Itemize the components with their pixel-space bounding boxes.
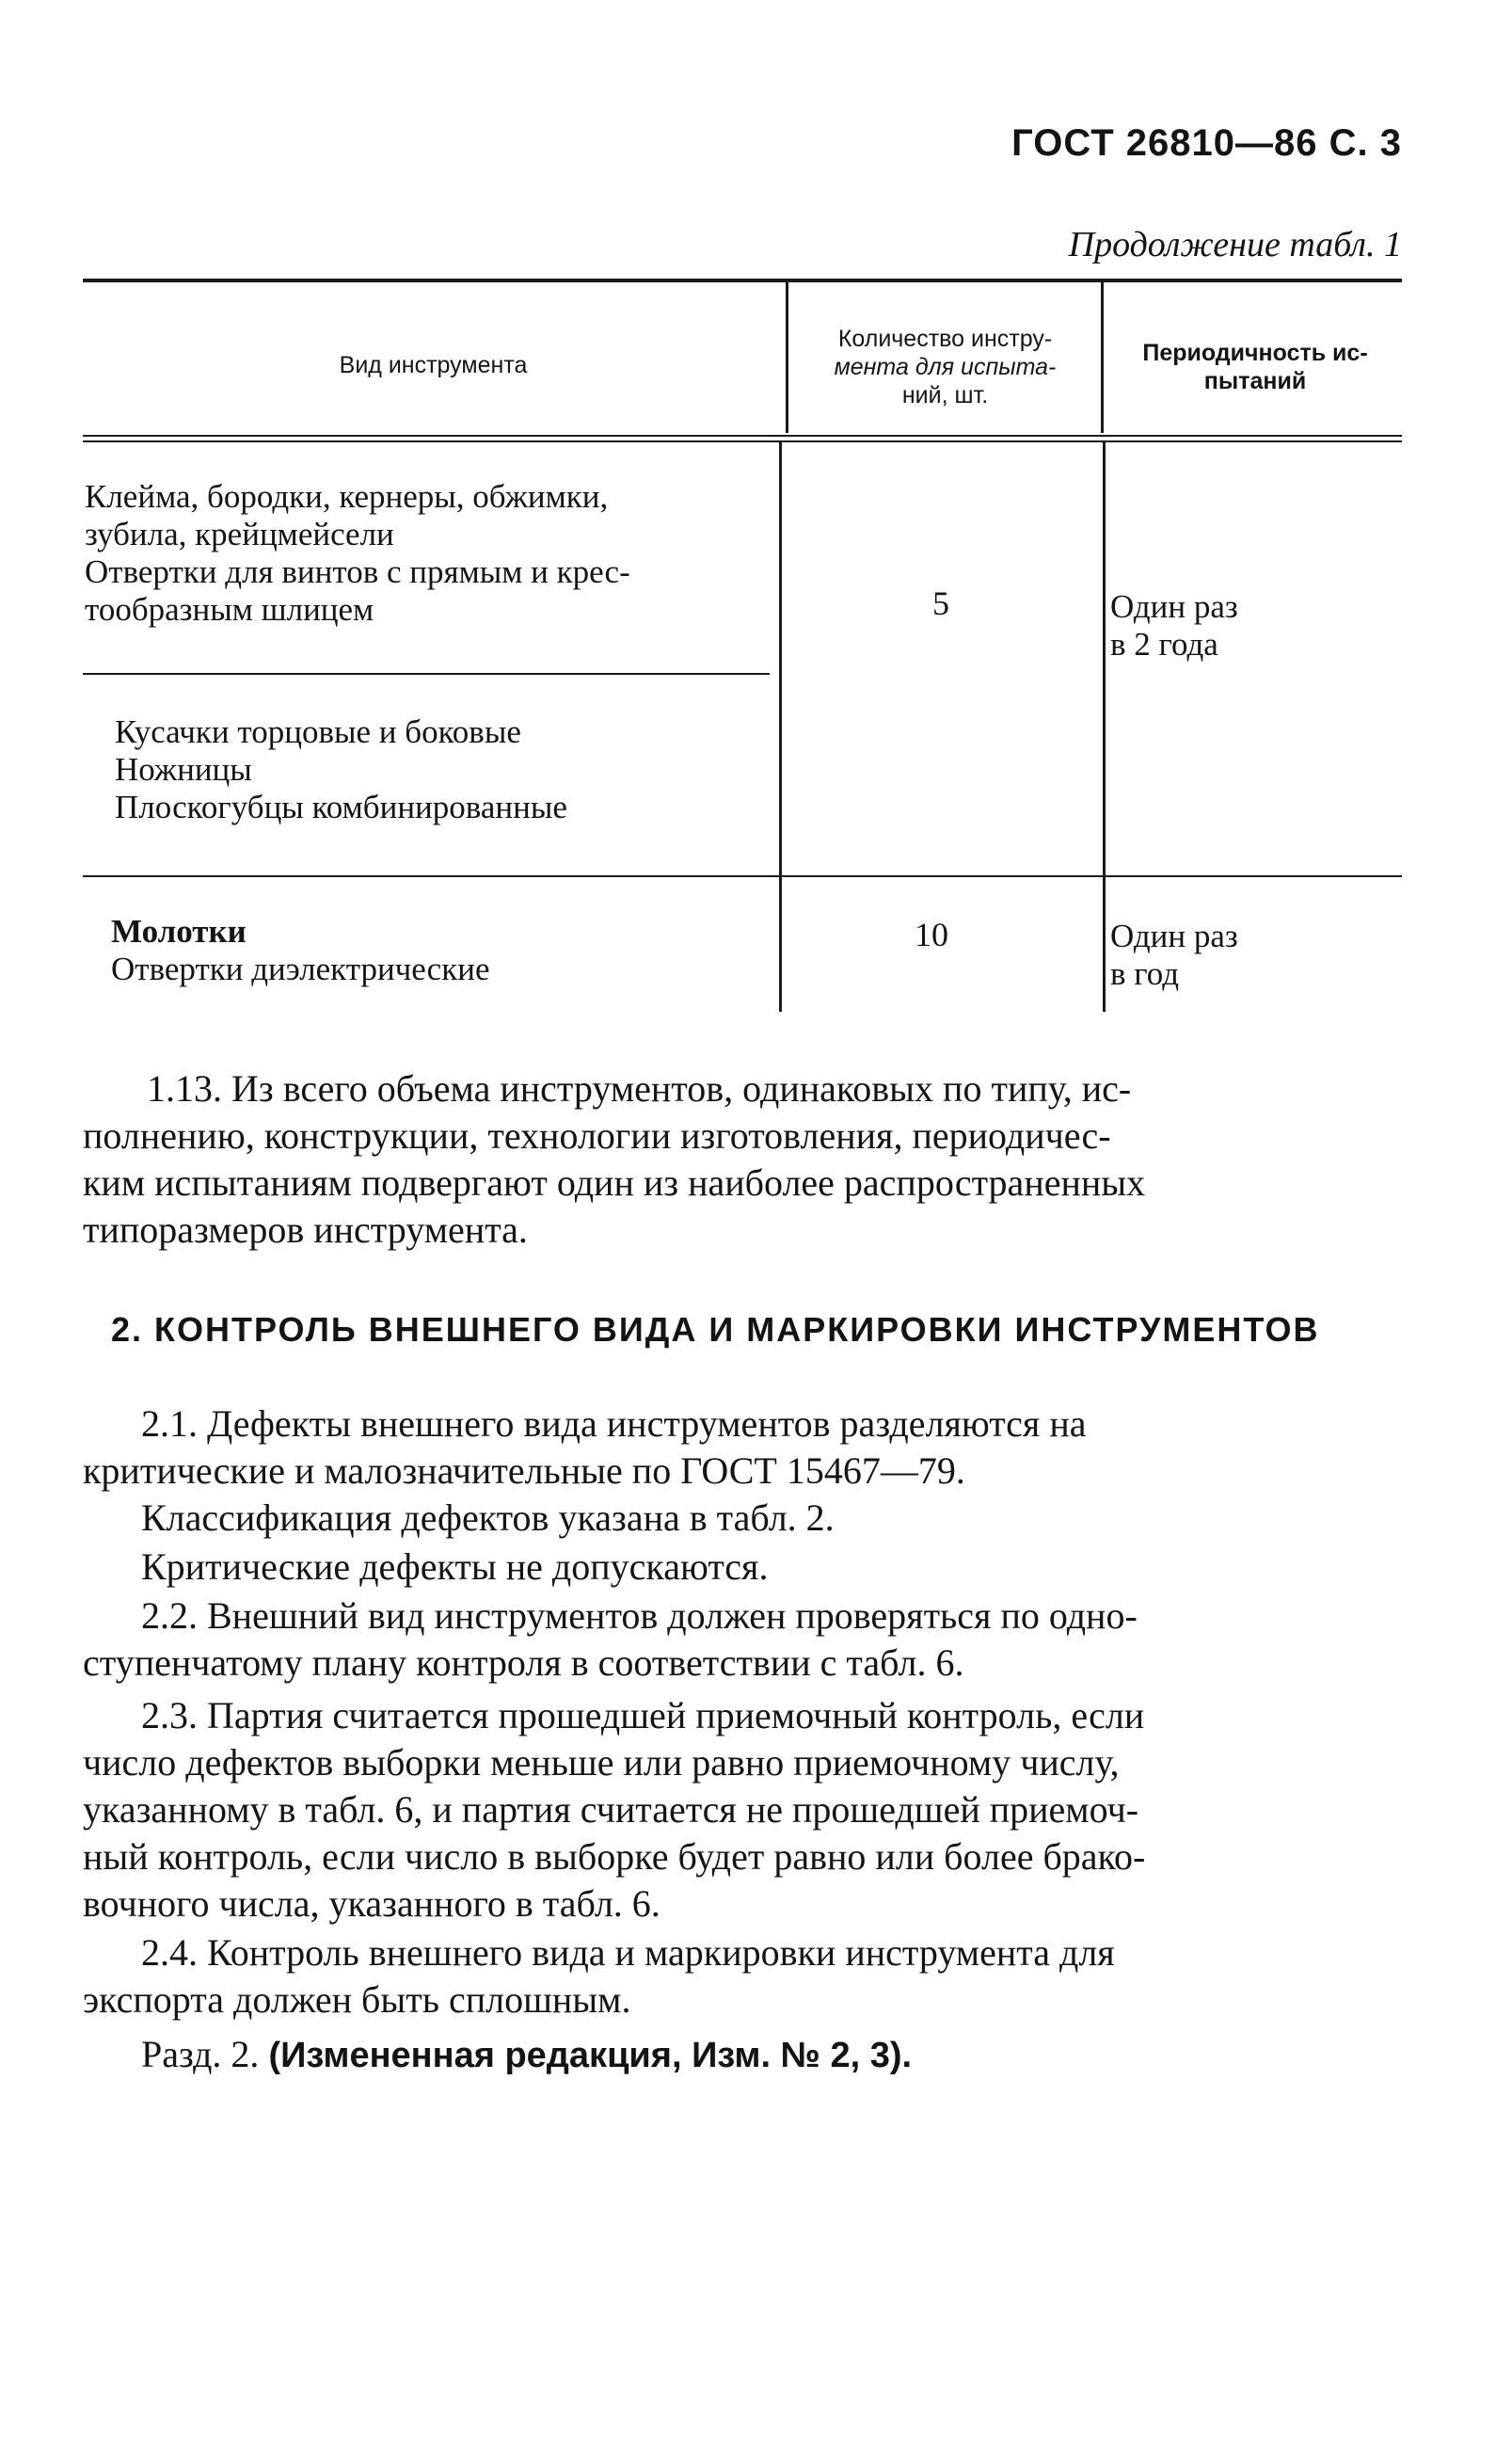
row-divider-1 [83, 673, 770, 675]
table-continuation-label: Продолжение табл. 1 [1068, 225, 1402, 264]
paragraph-line: полнению, конструкции, технологии изготовления, периодичес- [83, 1114, 1111, 1157]
col-header-periodicity [1108, 339, 1402, 395]
paragraph-line: ный контроль, если число в выборке будет равно или более брако- [83, 1835, 1146, 1878]
row-divider-2 [83, 875, 1402, 877]
table-row-3-quantity: 10 [915, 916, 948, 953]
header-col-divider-1 [786, 282, 788, 433]
table-row-3-periodicity [1110, 918, 1238, 993]
col-header-quantity-line-3: ний, шт. [901, 382, 989, 408]
col-header-periodicity-line-1: Периодичность ис- [1142, 340, 1368, 366]
periodicity-line: в 2 года [1110, 626, 1218, 663]
amendment-note-prefix: Разд. 2. [141, 2033, 260, 2075]
body-col-divider-2 [1103, 442, 1106, 1012]
paragraph-line: Критические дефекты не допускаются. [141, 1545, 769, 1588]
paragraph-2-4 [83, 1929, 1115, 2024]
col-header-quantity-line-1: Количество инстру- [837, 326, 1053, 352]
paragraph-2-3 [83, 1692, 1145, 1928]
col-header-quantity [792, 325, 1098, 409]
amendment-note [141, 2031, 912, 2079]
header-col-divider-2 [1101, 282, 1104, 433]
amendment-note-text: (Измененная редакция, Изм. № 2, 3). [268, 2036, 913, 2075]
paragraph-line: указанному в табл. 6, и партия считается не прошедшей приемоч- [83, 1788, 1139, 1831]
paragraph-line: 2.2. Внешний вид инструментов должен проверяться по одно- [141, 1594, 1138, 1637]
paragraph-line: число дефектов выборки меньше или равно приемочному числу, [83, 1741, 1120, 1784]
table-row-1-periodicity [1110, 588, 1238, 664]
tools-line: Молотки [111, 913, 247, 950]
col-header-tool-type: Вид инструмента [339, 352, 528, 378]
paragraph-line: вочного числа, указанного в табл. 6. [83, 1882, 660, 1925]
table-row-1-tools [85, 478, 630, 629]
paragraph-line: 2.1. Дефекты внешнего вида инструментов разделяются на [141, 1402, 1087, 1445]
paragraph-2-1-classification [141, 1495, 835, 1542]
periodicity-line: Один раз [1110, 918, 1238, 954]
periodicity-line: Один раз [1110, 588, 1238, 625]
paragraph-2-1-critical [141, 1544, 768, 1591]
tools-line: Отвертки диэлектрические [111, 951, 490, 987]
table-row-2-tools [115, 713, 567, 826]
tools-line: Кусачки торцовые и боковые [115, 713, 521, 750]
table-row-3-tools [111, 913, 489, 988]
tools-line: Плоскогубцы комбинированные [115, 789, 567, 825]
paragraph-2-1 [83, 1400, 1087, 1495]
paragraph-line: ким испытаниям подвергают один из наиболее распространенных [83, 1161, 1146, 1204]
section-2-title: 2. КОНТРОЛЬ ВНЕШНЕГО ВИДА И МАРКИРОВКИ ИНСТРУМЕНТОВ [111, 1310, 1320, 1349]
body-col-divider-1 [779, 442, 782, 1012]
col-header-quantity-line-2: мента для испыта- [834, 354, 1057, 380]
paragraph-line: типоразмеров инструмента. [83, 1208, 528, 1251]
tools-line: Ножницы [115, 751, 252, 788]
tools-line: Отвертки для винтов с прямым и крес- [85, 553, 630, 590]
periodicity-line: в год [1110, 955, 1180, 992]
table-row-1-quantity: 5 [932, 584, 949, 622]
paragraph-2-2 [83, 1592, 1138, 1687]
table-header-rule [83, 435, 1402, 442]
document-code: ГОСТ 26810—86 С. 3 [1011, 122, 1402, 164]
paragraph-line: ступенчатому плану контроля в соответствии с табл. 6. [83, 1641, 964, 1684]
col-header-periodicity-line-2: пытаний [1203, 368, 1307, 394]
paragraph-line: 1.13. Из всего объема инструментов, одинаковых по типу, ис- [147, 1067, 1132, 1110]
paragraph-line: критические и малозначительные по ГОСТ 15467—79. [83, 1449, 965, 1492]
table-top-rule [83, 279, 1402, 282]
paragraph-line: 2.3. Партия считается прошедшей приемочный контроль, если [141, 1694, 1145, 1736]
paragraph-1-13 [83, 1065, 1402, 1254]
paragraph-line: 2.4. Контроль внешнего вида и маркировки инструмента для [141, 1931, 1115, 1974]
tools-line: зубила, крейцмейсели [85, 516, 394, 552]
paragraph-line: Классификация дефектов указана в табл. 2. [141, 1496, 835, 1539]
tools-line: Клейма, бородки, кернеры, обжимки, [85, 478, 609, 515]
tools-line: тообразным шлицем [85, 591, 374, 628]
paragraph-line: экспорта должен быть сплошным. [83, 1978, 631, 2021]
